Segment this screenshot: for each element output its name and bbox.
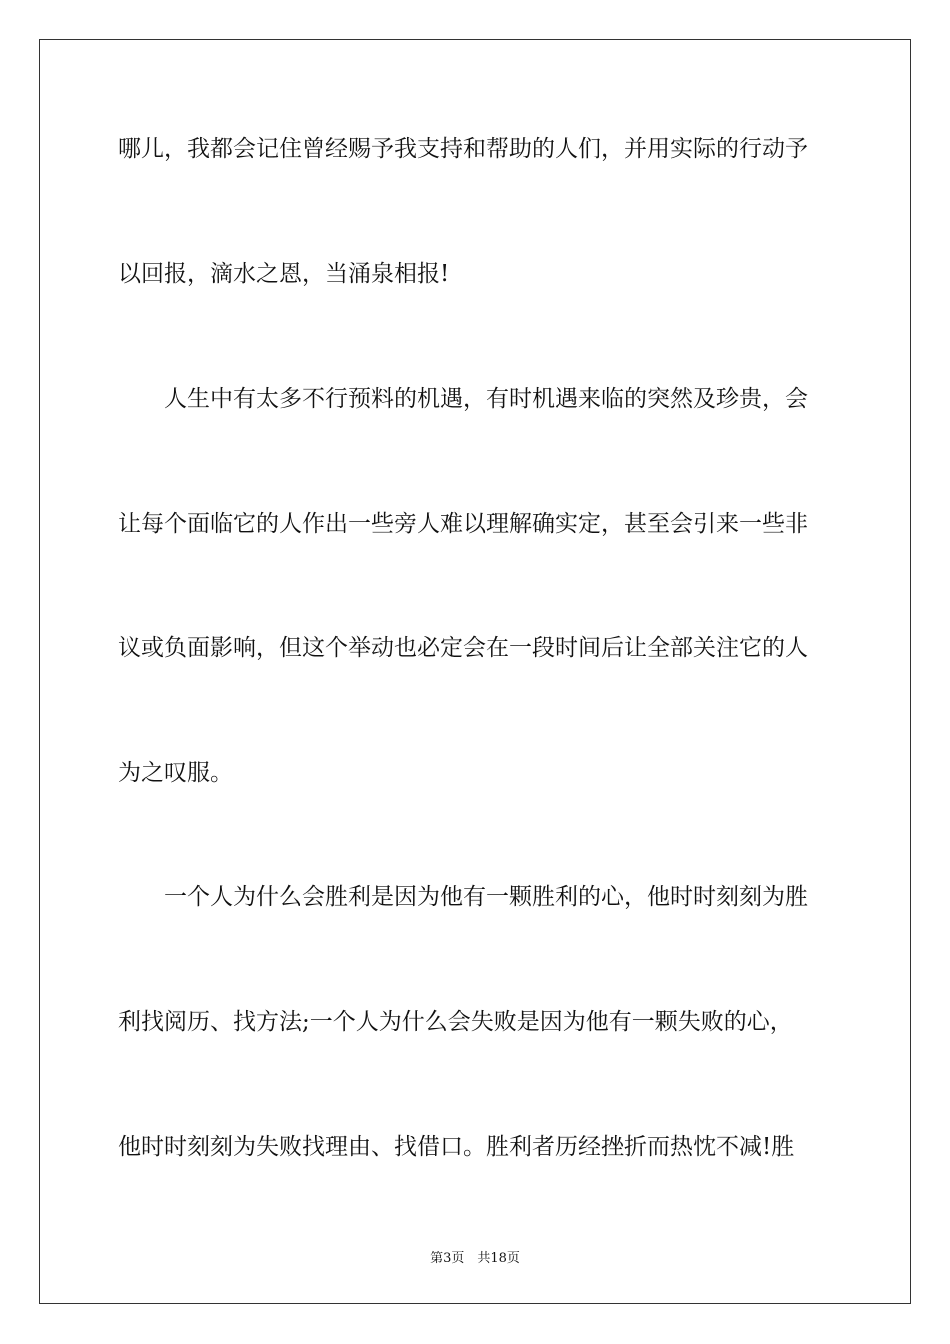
body-line: 利找阅历、找方法;一个人为什么会失败是因为他有一颗失败的心， [118,1009,793,1035]
page-number-footer: 第3页 共18页 [430,1251,520,1266]
body-line: 议或负面影响，但这个举动也必定会在一段时间后让全部关注它的人 [118,635,808,661]
paragraph-first-line: 一个人为什么会胜利是因为他有一颗胜利的心，他时时刻刻为胜 [164,884,808,910]
body-line: 哪儿，我都会记住曾经赐予我支持和帮助的人们，并用实际的行动予 [118,136,808,162]
body-line: 他时时刻刻为失败找理由、找借口。胜利者历经挫折而热忱不减!胜 [118,1134,795,1160]
page-border [39,39,911,1304]
body-line: 以回报，滴水之恩，当涌泉相报! [118,261,450,287]
paragraph-first-line: 人生中有太多不行预料的机遇，有时机遇来临的突然及珍贵，会 [164,386,808,412]
body-line: 让每个面临它的人作出一些旁人难以理解确实定，甚至会引来一些非 [118,511,808,537]
body-line: 为之叹服。 [118,760,233,786]
